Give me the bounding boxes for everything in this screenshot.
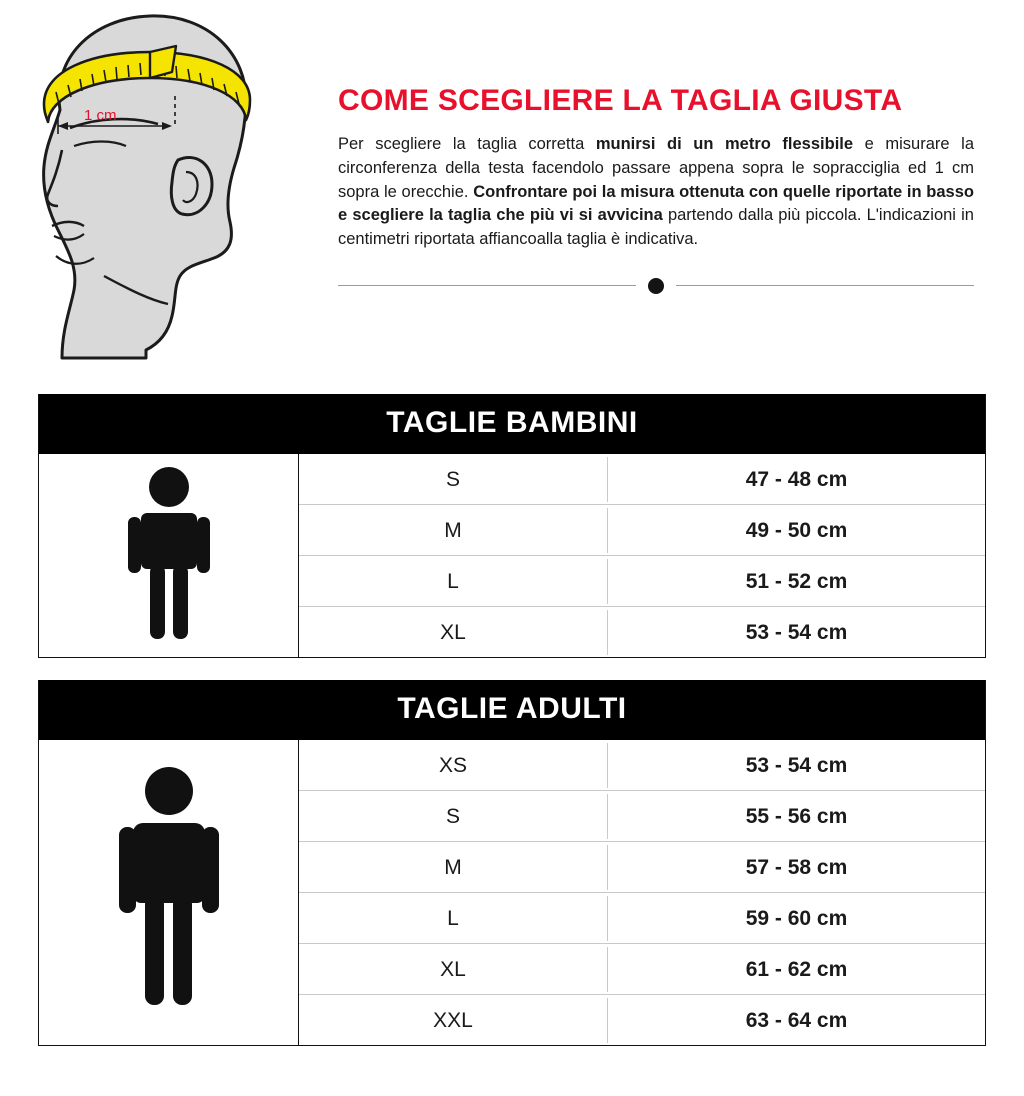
body-text: partendo dalla più piccola. L'indicazioni in centimetri riportata affiancoalla taglia è indicativa. <box>338 206 974 248</box>
divider-line-left <box>338 285 636 286</box>
table-title-bambini: TAGLIE BAMBINI <box>39 394 985 454</box>
table-title-adulti: TAGLIE ADULTI <box>39 680 985 740</box>
size-label: M <box>299 845 608 890</box>
adult-figure-icon <box>109 763 229 1023</box>
one-cm-label: 1 cm <box>84 107 117 124</box>
divider-dot <box>648 278 664 294</box>
table-row <box>299 740 985 791</box>
size-label: S <box>299 457 608 502</box>
size-label: XS <box>299 743 608 788</box>
divider-line-right <box>676 285 974 286</box>
measure-value: 51 - 52 cm <box>745 569 848 593</box>
measure-value: 57 - 58 cm <box>745 855 848 879</box>
table-row <box>299 791 985 842</box>
measure-value: 63 - 64 cm <box>745 1008 848 1032</box>
measure-value: 61 - 62 cm <box>745 957 848 981</box>
table-row <box>299 454 985 505</box>
table-row <box>299 505 985 556</box>
table-row <box>299 995 985 1045</box>
child-figure-icon <box>114 461 224 651</box>
intro-section <box>0 0 1024 360</box>
section-divider <box>338 278 974 294</box>
size-label: XL <box>299 947 608 992</box>
measure-value: 55 - 56 cm <box>745 804 848 828</box>
size-label: S <box>299 794 608 839</box>
body-text: Per scegliere la taglia corretta <box>338 135 596 153</box>
intro-text-block <box>300 0 1024 294</box>
size-rows-bambini <box>299 454 985 657</box>
measure-value: 53 - 54 cm <box>745 620 848 644</box>
size-table-bambini <box>38 394 986 658</box>
table-row <box>299 556 985 607</box>
size-table-adulti <box>38 680 986 1046</box>
page-title: COME SCEGLIERE LA TAGLIA GIUSTA <box>338 84 903 117</box>
table-row <box>299 893 985 944</box>
measure-value: 53 - 54 cm <box>745 753 848 777</box>
measure-value: 47 - 48 cm <box>745 467 848 491</box>
body-text: e misurare la circonferenza della testa facendolo passare appena sopra le sopracciglia ed 1 cm sopra le orecchie. <box>338 135 974 201</box>
intro-paragraph <box>338 133 974 252</box>
table-row <box>299 842 985 893</box>
measure-value: 59 - 60 cm <box>745 906 848 930</box>
size-label: L <box>299 559 608 604</box>
size-label: XXL <box>299 998 608 1043</box>
head-measurement-illustration <box>0 0 300 360</box>
child-figure-cell <box>39 454 299 657</box>
size-label: XL <box>299 610 608 655</box>
adult-figure-cell <box>39 740 299 1045</box>
size-label: L <box>299 896 608 941</box>
measure-value: 49 - 50 cm <box>745 518 848 542</box>
table-row <box>299 944 985 995</box>
emphasis-text: Confrontare poi la misura ottenuta con quelle riportate in basso e scegliere la taglia che più vi si avvicina <box>338 182 974 225</box>
size-label: M <box>299 508 608 553</box>
table-row <box>299 607 985 657</box>
size-rows-adulti <box>299 740 985 1045</box>
emphasis-text: munirsi di un metro flessibile <box>595 135 854 153</box>
